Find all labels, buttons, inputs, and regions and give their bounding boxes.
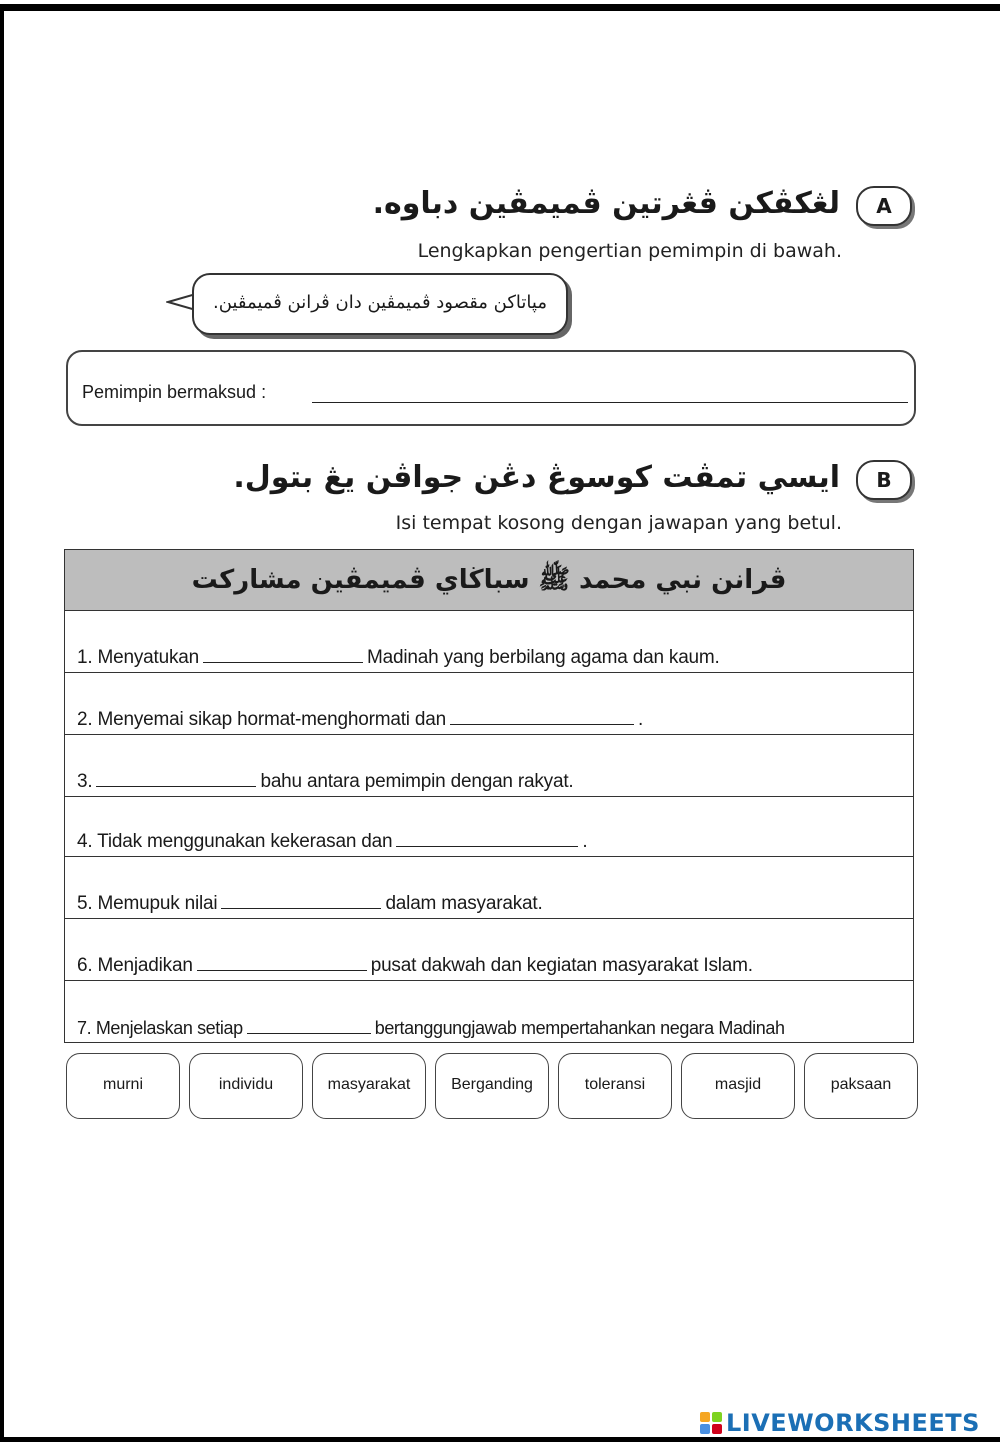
row-2-blank[interactable]: [450, 723, 634, 725]
table-row: [64, 919, 914, 981]
row-2-text-before: 2. Menyemai sikap hormat-menghormati dan: [77, 709, 447, 730]
word-card-toleransi[interactable]: toleransi: [558, 1053, 672, 1119]
row-4-text-after: .: [582, 831, 588, 852]
row-7-text-after: bertanggungjawab mempertahankan negara Madinah: [374, 1018, 785, 1038]
word-card-berganding[interactable]: Berganding: [435, 1053, 549, 1119]
section-b-badge: B: [856, 460, 912, 500]
page-border-bottom: [0, 1437, 1000, 1442]
section-b-subtitle: Isi tempat kosong dengan jawapan yang betul.: [395, 512, 842, 534]
definition-answer-line[interactable]: [312, 402, 908, 403]
row-3-text-before: 3.: [77, 771, 93, 792]
word-card-paksaan[interactable]: paksaan: [804, 1053, 918, 1119]
speech-bubble: مپاتاكن مقصود ڤميمڤين دان ڤرانن ڤميمڤين.: [192, 273, 568, 335]
row-7-text-before: 7. Menjelaskan setiap: [77, 1018, 243, 1038]
row-5-blank[interactable]: [221, 907, 381, 909]
row-2-text-after: .: [638, 709, 644, 730]
logo-cell: [712, 1424, 722, 1434]
row-4-text-before: 4. Tidak menggunakan kekerasan dan: [77, 831, 393, 852]
row-6-text-after: pusat dakwah dan kegiatan masyarakat Islam.: [370, 955, 753, 976]
row-1-blank[interactable]: [203, 661, 363, 663]
word-card-masyarakat[interactable]: masyarakat: [312, 1053, 426, 1119]
word-card-individu[interactable]: individu: [189, 1053, 303, 1119]
row-3-text-after: bahu antara pemimpin dengan rakyat.: [260, 771, 574, 792]
table-row: [64, 797, 914, 857]
logo-cell: [700, 1412, 710, 1422]
definition-label: Pemimpin bermaksud :: [82, 382, 267, 402]
table-row: [64, 735, 914, 797]
row-6-text-before: 6. Menjadikan: [77, 955, 193, 976]
section-a-subtitle: Lengkapkan pengertian pemimpin di bawah.: [417, 240, 842, 262]
table-row: [64, 611, 914, 673]
row-1-text-before: 1. Menyatukan: [77, 647, 200, 668]
liveworksheets-logo-icon: [700, 1412, 722, 1434]
row-6-blank[interactable]: [197, 969, 367, 971]
row-7-blank[interactable]: [247, 1032, 371, 1034]
row-1-text-after: Madinah yang berbilang agama dan kaum.: [367, 647, 720, 668]
row-4-blank[interactable]: [396, 845, 578, 847]
definition-box: [66, 350, 916, 426]
table-row: [64, 981, 914, 1043]
section-b-title: ايسي تمڤت كوسوڠ دڠن جواڤن يڠ بتول.: [233, 460, 840, 495]
section-a-badge: A: [856, 186, 912, 226]
page-border-left: [0, 4, 4, 1441]
row-5-text-after: dalam masyarakat.: [385, 893, 543, 914]
brand-name: LIVEWORKSHEETS: [726, 1409, 980, 1437]
page-border-top: [0, 4, 1000, 11]
table-header: ڤرانن نبي محمد ﷺ سباڬاي ڤميمڤين مشاركت: [64, 549, 914, 611]
section-a-title: لڠكڤكن ڤڠرتين ڤميمڤين دباوه.: [372, 186, 840, 221]
liveworksheets-brand: [700, 1409, 980, 1437]
word-card-masjid[interactable]: masjid: [681, 1053, 795, 1119]
logo-cell: [700, 1424, 710, 1434]
logo-cell: [712, 1412, 722, 1422]
word-card-murni[interactable]: murni: [66, 1053, 180, 1119]
table-row: [64, 673, 914, 735]
row-3-blank[interactable]: [96, 785, 256, 787]
table-row: [64, 857, 914, 919]
row-5-text-before: 5. Memupuk nilai: [77, 893, 218, 914]
